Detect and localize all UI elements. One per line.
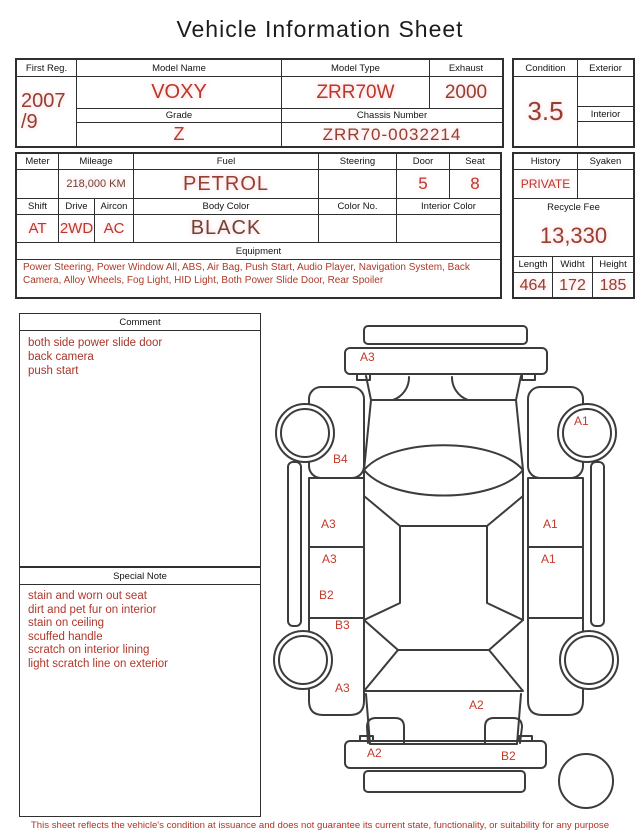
damage-label-left-rear-fender: A3	[335, 681, 350, 695]
comment-header: Comment	[20, 314, 260, 331]
first-reg-year: 2007	[21, 89, 66, 112]
comment-content	[20, 331, 260, 383]
first-reg-month: /9	[21, 110, 38, 133]
width-header: Widht	[553, 257, 593, 273]
drive-value: 2WD	[59, 215, 95, 243]
left-sill	[288, 462, 301, 626]
aircon-value: AC	[95, 215, 134, 243]
mileage-header: Mileage	[59, 154, 134, 170]
left-front-wheel	[276, 404, 334, 462]
damage-label-left-front-door: A3	[321, 517, 336, 531]
special-note-header: Special Note	[20, 568, 260, 585]
color-no-header: Color No.	[319, 199, 397, 215]
damage-label-left-front-fender: B4	[333, 452, 348, 466]
roof-outline	[364, 445, 523, 495]
damage-label-front-bumper: A3	[360, 350, 375, 364]
door-value: 5	[397, 170, 450, 199]
front-grille-strip	[364, 326, 527, 344]
condition-header: Condition	[514, 60, 578, 77]
hood-outline	[366, 376, 521, 400]
exhaust-value: 2000	[430, 77, 502, 109]
equipment-header: Equipment	[17, 243, 500, 260]
length-header: Length	[514, 257, 553, 273]
fuel-header: Fuel	[134, 154, 319, 170]
special-note-line: stain and worn out seat	[28, 590, 147, 602]
body-color-header: Body Color	[134, 199, 319, 215]
model-name-value: VOXY	[77, 77, 282, 109]
damage-label-rear-bumper-right: B2	[501, 749, 516, 763]
left-front-door	[309, 478, 364, 547]
damage-label-right-front-fender: A1	[574, 414, 589, 428]
damage-label-rear-bumper-left: A2	[367, 746, 382, 760]
grade-header: Grade	[77, 109, 282, 123]
damage-label-left-slide-door: A3	[322, 552, 337, 566]
left-rear-wheel	[274, 631, 332, 689]
damage-label-right-front-door: A1	[543, 517, 558, 531]
comment-line: push start	[28, 365, 79, 377]
special-note-line: scratch on interior lining	[28, 644, 150, 656]
exterior-value	[578, 77, 633, 107]
shift-header: Shift	[17, 199, 59, 215]
seat-header: Seat	[450, 154, 500, 170]
interior-color-header: Interior Color	[397, 199, 500, 215]
front-bumper	[345, 348, 547, 374]
registration-table	[15, 58, 504, 148]
equipment-list: Power Steering, Power Window All, ABS, Air Bag, Push Start, Audio Player, Navigation System, Back Camera, Alloy Wheels, Fog Light, HID Light, Both Power Slide Door, Rear Spoiler	[23, 262, 470, 286]
damage-label-left-quarter-panel: B3	[335, 618, 350, 632]
history-header: History	[514, 154, 578, 170]
condition-score: 3.5	[514, 77, 578, 146]
model-type-value: ZRR70W	[282, 77, 430, 109]
syaken-value	[578, 170, 633, 199]
special-note-line: dirt and pet fur on interior	[28, 603, 157, 616]
damage-label-left-slide-door-lower: B2	[319, 588, 334, 602]
fuel-value: PETROL	[134, 170, 319, 199]
shift-value: AT	[17, 215, 59, 243]
height-value: 185	[599, 276, 627, 294]
grade-value: Z	[77, 123, 282, 146]
comment-line: back camera	[28, 351, 94, 363]
exterior-header: Exterior	[578, 60, 633, 77]
vehicle-damage-diagram	[268, 313, 632, 813]
meter-value	[17, 170, 59, 199]
condition-panel	[512, 58, 635, 148]
rear-window-outline	[364, 650, 523, 691]
door-header: Door	[397, 154, 450, 170]
interior-header: Interior	[578, 107, 633, 122]
spec-table	[15, 152, 502, 299]
meter-header: Meter	[17, 154, 59, 170]
exhaust-header: Exhaust	[430, 60, 502, 77]
special-note-line: stain on ceiling	[28, 617, 105, 629]
history-panel	[512, 152, 635, 299]
right-rear-wheel	[560, 631, 618, 689]
spare-wheel	[559, 754, 613, 808]
interior-color-value	[397, 215, 500, 243]
interior-value	[578, 122, 633, 146]
drive-header: Drive	[59, 199, 95, 215]
special-note-content	[20, 585, 260, 676]
history-value: PRIVATE	[514, 170, 578, 199]
width-value: 172	[553, 273, 593, 298]
first-reg-header: First Reg.	[17, 60, 77, 77]
page-title: Vehicle Information Sheet	[176, 16, 464, 42]
height-header: Height	[593, 257, 633, 273]
body-color-value: BLACK	[134, 215, 319, 243]
disclaimer-text: This sheet reflects the vehicle's condition at issuance and does not guarantee its current state, functionality, or suitability for any purpose	[30, 820, 610, 831]
steering-header: Steering	[319, 154, 397, 170]
color-no-value	[319, 215, 397, 243]
damage-label-right-slide-door: A1	[541, 552, 556, 566]
right-front-wheel	[558, 404, 616, 462]
first-reg-value	[17, 77, 77, 146]
syaken-header: Syaken	[578, 154, 633, 170]
special-note-line: scuffed handle	[28, 630, 103, 643]
special-note-line: light scratch line on exterior	[28, 657, 168, 670]
special-note-box	[19, 567, 261, 817]
comment-box	[19, 313, 261, 567]
recycle-fee-header: Recycle Fee	[547, 201, 600, 213]
model-name-header: Model Name	[77, 60, 282, 77]
model-type-header: Model Type	[282, 60, 430, 77]
recycle-fee-value: 13,330	[539, 222, 608, 248]
seat-value: 8	[450, 170, 500, 199]
right-sill	[591, 462, 604, 626]
right-front-door	[528, 478, 583, 547]
steering-value	[319, 170, 397, 199]
comment-line: both side power slide door	[28, 337, 163, 349]
mileage-value: 218,000 KM	[59, 170, 134, 199]
chassis-number-value: ZRR70-0032214	[322, 124, 462, 144]
damage-label-tailgate: A2	[469, 698, 484, 712]
chassis-number-header: Chassis Number	[282, 109, 502, 123]
length-value: 464	[514, 273, 553, 298]
rear-lower-strip	[364, 771, 525, 792]
aircon-header: Aircon	[95, 199, 134, 215]
